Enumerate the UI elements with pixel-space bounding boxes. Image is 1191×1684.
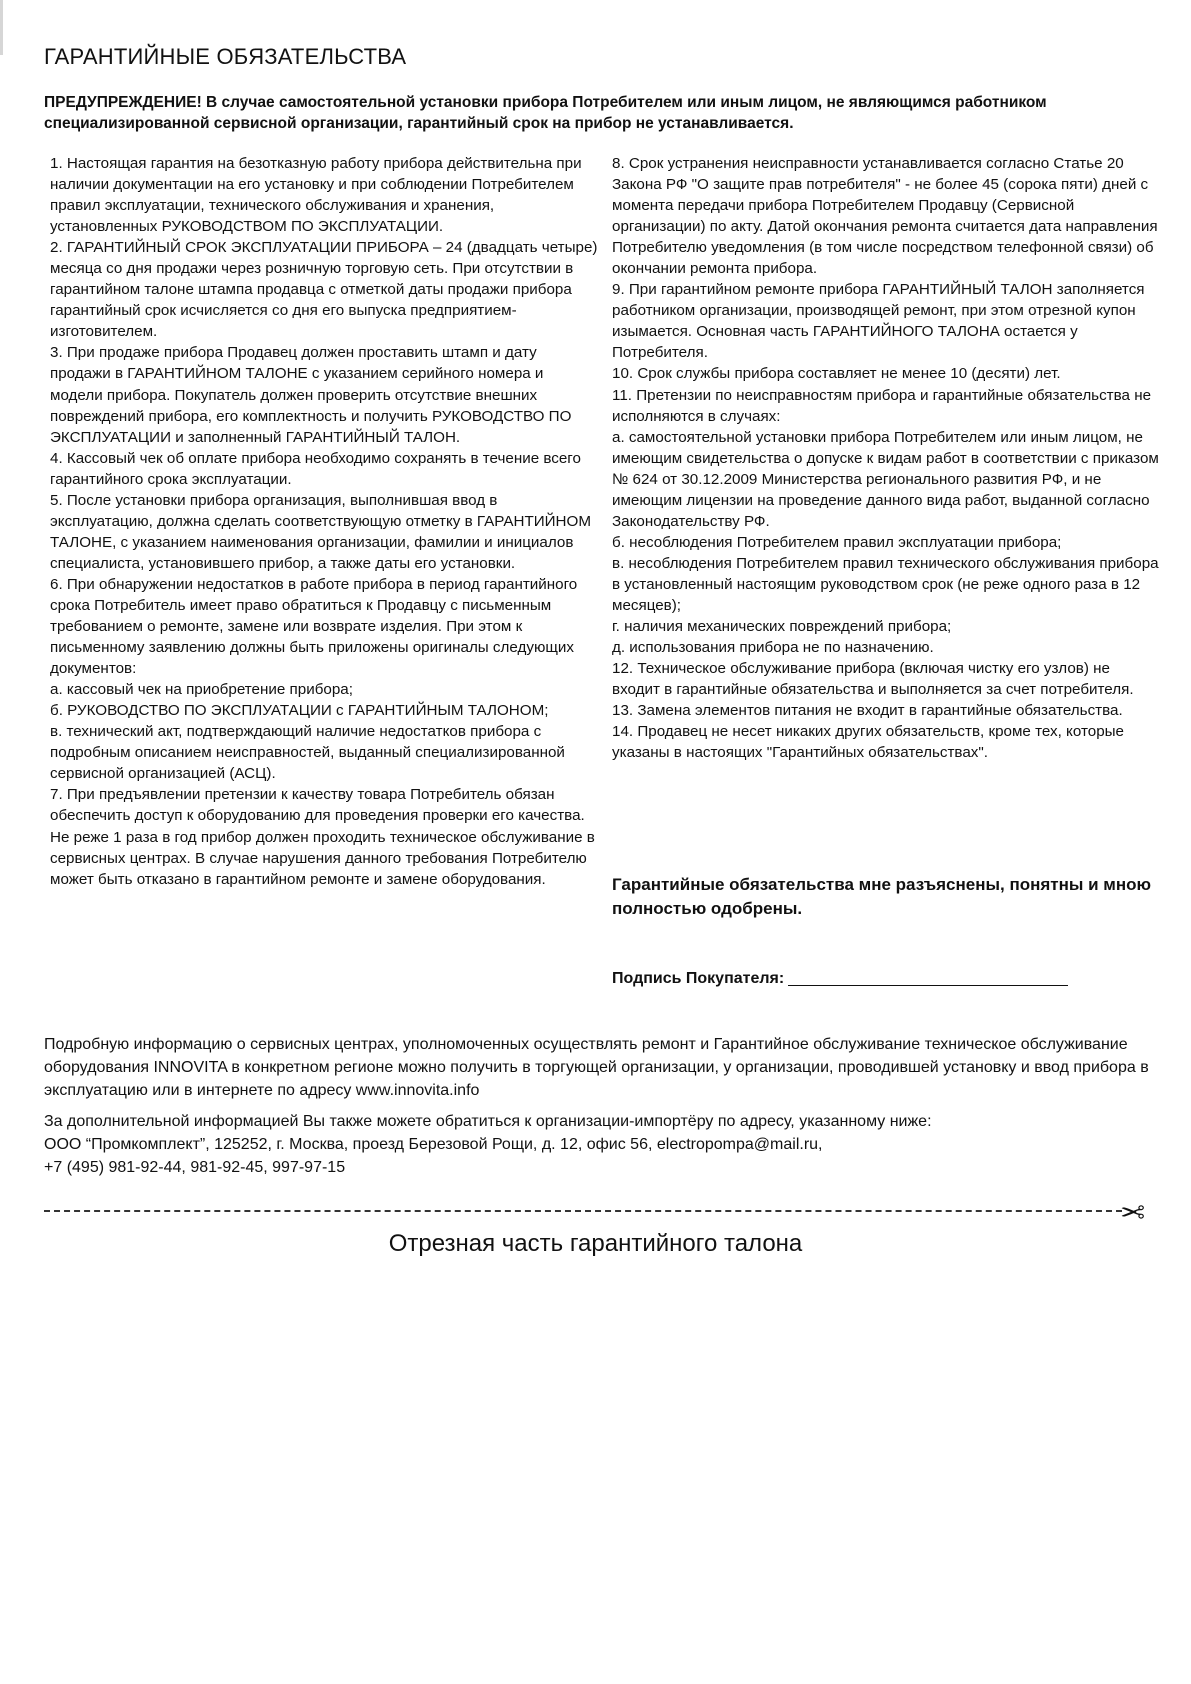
- term-item: 11. Претензии по неисправностям прибора и гарантийные обязательства не исполняются в случаях:: [612, 386, 1152, 425]
- cut-section-title: Отрезная часть гарантийного талона: [388, 1230, 803, 1257]
- term-subitem: а. самостоятельной установки прибора Потребителем или иным лицом, не имеющим свидетельства о допуске к видам работ в соответствии с приказом № 624 от 30.12.2009 Министерства регионального развития РФ, и не имеющим лицензии на проведение данного вида работ, выданной согласно Законодательству РФ.: [612, 428, 1159, 530]
- term-subitem: а. кассовый чек на приобретение прибора;: [50, 681, 353, 699]
- scissors-icon: ✂: [1120, 1194, 1146, 1227]
- term-item: 5. После установки прибора организация, выполнившая ввод в эксплуатацию, должна сделать соответствующую отметку в ГАРАНТИЙНОМ ТАЛОНЕ, с указанием наименования организации, фамилии и инициалов специалиста, установившего прибор, а также даты его установки.: [50, 491, 591, 572]
- term-item: 12. Техническое обслуживание прибора (включая чистку его узлов) не входит в гарантийные обязательства и выполняется за счет потребителя.: [612, 660, 1134, 699]
- signature-block: [612, 970, 1068, 988]
- warning-paragraph: ПРЕДУПРЕЖДЕНИЕ! В случае самостоятельной установки прибора Потребителем или иным лицом, не являющимся работником специализированной сервисной организации, гарантийный срок на прибор не устанавливается.: [44, 94, 1047, 132]
- term-item: 4. Кассовый чек об оплате прибора необходимо сохранять в течение всего гарантийного срока эксплуатации.: [50, 449, 581, 488]
- term-item: 8. Срок устранения неисправности устанавливается согласно Статье 20 Закона РФ "О защите прав потребителя" - не более 45 (сорока пяти) дней с момента передачи прибора Потребителем Продавцу (Сервисной организации) по акту. Датой окончания ремонта считается дата направления Потребителю уведомления (в том числе посредством телефонной связи) об окончании ремонта прибора.: [612, 155, 1158, 278]
- approval-statement: Гарантийные обязательства мне разъяснены, понятны и мною полностью одобрены.: [612, 875, 1152, 918]
- term-item: 10. Срок службы прибора составляет не менее 10 (десяти) лет.: [612, 365, 1061, 383]
- term-subitem: в. несоблюдения Потребителем правил технического обслуживания прибора в установленный настоящим руководством срок (не реже одного раза в 12 месяцев);: [612, 554, 1159, 614]
- term-subitem: д. использования прибора не по назначению.: [612, 639, 934, 657]
- term-subitem: в. технический акт, подтверждающий наличие недостатков прибора с подробным описанием неисправностей, выданный специализированной сервисной организацией (АСЦ).: [50, 723, 565, 783]
- term-subitem: г. наличия механических повреждений прибора;: [612, 618, 952, 636]
- importer-info-line: За дополнительной информацией Вы также можете обратиться к организации-импортёру по адресу, указанному ниже:: [44, 1113, 932, 1130]
- term-item: 7. При предъявлении претензии к качеству товара Потребитель обязан обеспечить доступ к оборудованию для проведения проверки его качества. Не реже 1 раза в год прибор должен проходить техническое обслуживание в сервисных центрах. В случае нарушения данного требования Потребителю может быть отказано в гарантийном ремонте и замене оборудования.: [50, 786, 595, 888]
- cut-dashed-line: [44, 1210, 1122, 1212]
- term-subitem: б. РУКОВОДСТВО ПО ЭКСПЛУАТАЦИИ с ГАРАНТИЙНЫМ ТАЛОНОМ;: [50, 702, 549, 720]
- page-title: ГАРАНТИЙНЫЕ ОБЯЗАТЕЛЬСТВА: [44, 44, 407, 69]
- term-item: 6. При обнаружении недостатков в работе прибора в период гарантийного срока Потребитель имеет право обратиться к Продавцу с письменным требованием о ремонте, замене или возврате изделия. При этом к письменному заявлению должны быть приложены оригиналы следующих документов:: [50, 575, 578, 678]
- term-item: 9. При гарантийном ремонте прибора ГАРАНТИЙНЫЙ ТАЛОН заполняется работником организации, производящей ремонт, при этом отрезной купон изымается. Основная часть ГАРАНТИЙНОГО ТАЛОНА остается у Потребителя.: [612, 281, 1145, 362]
- term-subitem: б. несоблюдения Потребителем правил эксплуатации прибора;: [612, 533, 1062, 551]
- term-item: 1. Настоящая гарантия на безотказную работу прибора действительна при наличии документации на его установку и при соблюдении Потребителем правил эксплуатации, технического обслуживания и хранения, установленных РУКОВОДСТВОМ ПО ЭКСПЛУАТАЦИИ.: [50, 155, 582, 236]
- signature-label: Подпись Покупателя:: [612, 970, 785, 987]
- page-edge-mark: [0, 0, 3, 55]
- term-item: 14. Продавец не несет никаких других обязательств, кроме тех, которые указаны в настоящих "Гарантийных обязательствах".: [612, 723, 1124, 762]
- term-item: 13. Замена элементов питания не входит в гарантийные обязательства.: [612, 702, 1123, 720]
- importer-info-line: ООО “Промкомплект”, 125252, г. Москва, проезд Березовой Рощи, д. 12, офис 56, electropompa@mail.ru,: [44, 1136, 823, 1153]
- importer-info-paragraph: [44, 1110, 1154, 1179]
- left-terms-column: [50, 153, 598, 890]
- term-item: 3. При продаже прибора Продавец должен проставить штамп и дату продажи в ГАРАНТИЙНОМ ТАЛОНЕ с указанием серийного номера и модели прибора. Покупатель должен проверить отсутствие внешних повреждений прибора, его комплектность и получить РУКОВОДСТВО ПО ЭКСПЛУАТАЦИИ и заполненный ГАРАНТИЙНЫЙ ТАЛОН.: [50, 344, 572, 446]
- importer-info-line: +7 (495) 981-92-44, 981-92-45, 997-97-15: [44, 1159, 346, 1176]
- right-terms-column: [612, 153, 1160, 763]
- signature-line[interactable]: [788, 985, 1068, 986]
- term-item: 2. ГАРАНТИЙНЫЙ СРОК ЭКСПЛУАТАЦИИ ПРИБОРА – 24 (двадцать четыре) месяца со дня продажи через розничную торговую сеть. При отсутствии в гарантийном талоне штампа продавца с отметкой даты продажи прибора гарантийный срок исчисляется со дня его выпуска предприятием-изготовителем.: [50, 239, 598, 341]
- service-info-paragraph: Подробную информацию о сервисных центрах, уполномоченных осуществлять ремонт и Гарантийное обслуживание техническое обслуживание оборудования INNOVITA в конкретном регионе можно получить в торгующей организации, у организации, проводившей установку и ввод прибора в эксплуатацию или в интернете по адресу www.innovita.info: [44, 1036, 1149, 1099]
